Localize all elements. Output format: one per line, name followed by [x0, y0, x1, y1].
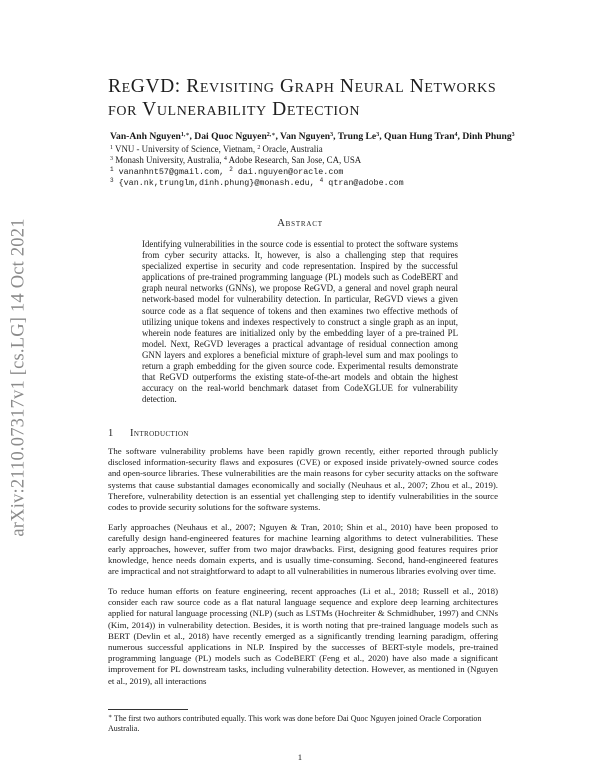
- affil-sup: 4: [223, 156, 227, 163]
- author-sup: 2,∗: [266, 132, 276, 138]
- page-number: 1: [297, 752, 303, 762]
- section-number: 1: [108, 428, 114, 439]
- title-line-2: for Vulnerability Detection: [108, 99, 361, 120]
- paragraph: Early approaches (Neuhaus et al., 2007; Nguyen & Tran, 2010; Shin et al., 2010) have been proposed to carefully design hand-engineered features for machine learning algorithms to detect vulnerabilities. These early approaches, however, suffer from two major drawbacks. First, designing good features requires prior knowledge, hence needs domain experts, and is usually time-consuming. Second, hand-engineered features are impractical and not straightforward to adapt to all vulnerabilities in numerous libraries evolving over time.: [108, 521, 498, 577]
- affiliation-line: [110, 155, 550, 166]
- affiliation-line: [110, 144, 550, 155]
- affil-sup: 1: [110, 145, 113, 151]
- footnote-text: The first two authors contributed equally. This work was done before Dai Quoc Nguyen joined Oracle Corporation Australia.: [108, 714, 482, 733]
- email-line: [110, 178, 550, 189]
- author-name: Van-Anh Nguyen: [110, 131, 181, 142]
- affil-sup: 4: [319, 176, 324, 184]
- paragraph: To reduce human efforts on feature engineering, recent approaches (Li et al., 2018; Russell et al., 2018) consider each raw source code as a flat natural language sequence and explore deep learning architectures applied for natural language processing (NLP) (such as LSTMs (Hochreiter & Schmidhuber, 1997) and CNNs (Kim, 2014)) in vulnerability detection. Besides, it is worth noting that pre-trained language models such as BERT (Devlin et al., 2018) have recently emerged as a significantly trending learning paradigm, offering numerous successful applications in NLP. Inspired by the successes of BERT-style models, pre-trained programming language (PL) models such as CodeBERT (Feng et al., 2020) have also made a significant improvement for PL downstream tasks, including vulnerability detection. However, as mentioned in (Nguyen et al., 2019), all interactions: [108, 586, 498, 686]
- affil-sup: 2: [229, 165, 233, 173]
- footnote: [108, 714, 498, 734]
- author-name: , Dai Quoc Nguyen: [189, 131, 267, 142]
- email-text[interactable]: {van.nk,trunglm,dinh.phung}@monash.edu,: [113, 177, 320, 188]
- arxiv-stamp-text: arXiv:2110.07317v1 [cs.LG] 14 Oct 2021: [8, 218, 29, 537]
- email-line: [110, 167, 550, 178]
- author-name: , Trung Le: [333, 131, 377, 142]
- author-sup: 1,∗: [180, 132, 190, 138]
- email-text[interactable]: dai.nguyen@oracle.com: [232, 166, 344, 177]
- email-text[interactable]: qtran@adobe.com: [323, 177, 404, 188]
- abstract-text: Identifying vulnerabilities in the source code is essential to protect the software systems from cyber security attacks. It, however, is also a challenging step that requires specialized expertise in security and code representation. Inspired by the successful applications of pre-trained programming language (PL) models such as CodeBERT and graph neural networks (GNNs), we propose ReGVD, a general and novel graph neural network-based model for vulnerability detection. In particular, ReGVD views a given source code as a flat sequence of tokens and then examines two effective methods of utilizing unique tokens and indexes respectively to construct a single graph as an input, wherein node features are initialized only by the embedding layer of a pre-trained PL model. Next, ReGVD leverages a practical advantage of residual connection among GNN layers and explores a beneficial mixture of graph-level sum and max poolings to return a graph embedding for the given source code. Experimental results demonstrate that ReGVD outperforms the existing state-of-the-art models and obtain the highest accuracy on the real-world benchmark dataset from CodeXGLUE for vulnerability detection.: [142, 239, 458, 405]
- footnote-mark: ∗: [108, 714, 113, 720]
- arxiv-stamp: [6, 175, 32, 580]
- body-text: [108, 446, 498, 695]
- affil-sup: 3: [110, 156, 113, 163]
- affil-text: Oracle, Australia: [260, 144, 323, 154]
- author-sup: 4: [454, 132, 458, 138]
- title-line-1: ReGVD: Revisiting Graph Neural Networks: [108, 76, 497, 97]
- affil-sup: 3: [110, 176, 114, 184]
- email-text[interactable]: vananhnt57@gmail.com,: [113, 166, 230, 177]
- author-name: , Van Nguyen: [275, 131, 331, 142]
- author-name: , Dinh Phung: [457, 131, 512, 142]
- abstract-heading: Abstract: [277, 218, 323, 229]
- affiliations: [110, 144, 550, 189]
- affil-text: VNU - University of Science, Vietnam,: [113, 144, 258, 154]
- affil-sup: 1: [110, 165, 114, 173]
- affil-sup: 2: [257, 145, 261, 151]
- section-heading: [108, 428, 189, 439]
- author-sup: 3: [511, 132, 515, 138]
- affil-text: Adobe Research, San Jose, CA, USA: [226, 155, 362, 166]
- author-name: , Quan Hung Tran: [379, 131, 455, 142]
- author-list: [110, 131, 550, 143]
- author-sup: 3: [330, 132, 334, 138]
- paper-title: [108, 75, 528, 121]
- section-title: Introduction: [130, 428, 189, 439]
- affil-text: Monash University, Australia,: [113, 155, 224, 166]
- author-sup: 3: [376, 132, 380, 138]
- footnote-rule: [108, 709, 188, 710]
- paragraph: The software vulnerability problems have been rapidly grown recently, either reported through publicly disclosed information-security flaws and exposures (CVE) or exposed inside privately-owned source codes and open-source libraries. These vulnerabilities are the main reasons for cyber security attacks on the software systems that cause substantial damages economically and socially (Neuhaus et al., 2007; Zhou et al., 2019). Therefore, vulnerability detection is an essential yet challenging step to identify vulnerabilities in the source codes to provide security solutions for the software systems.: [108, 446, 498, 513]
